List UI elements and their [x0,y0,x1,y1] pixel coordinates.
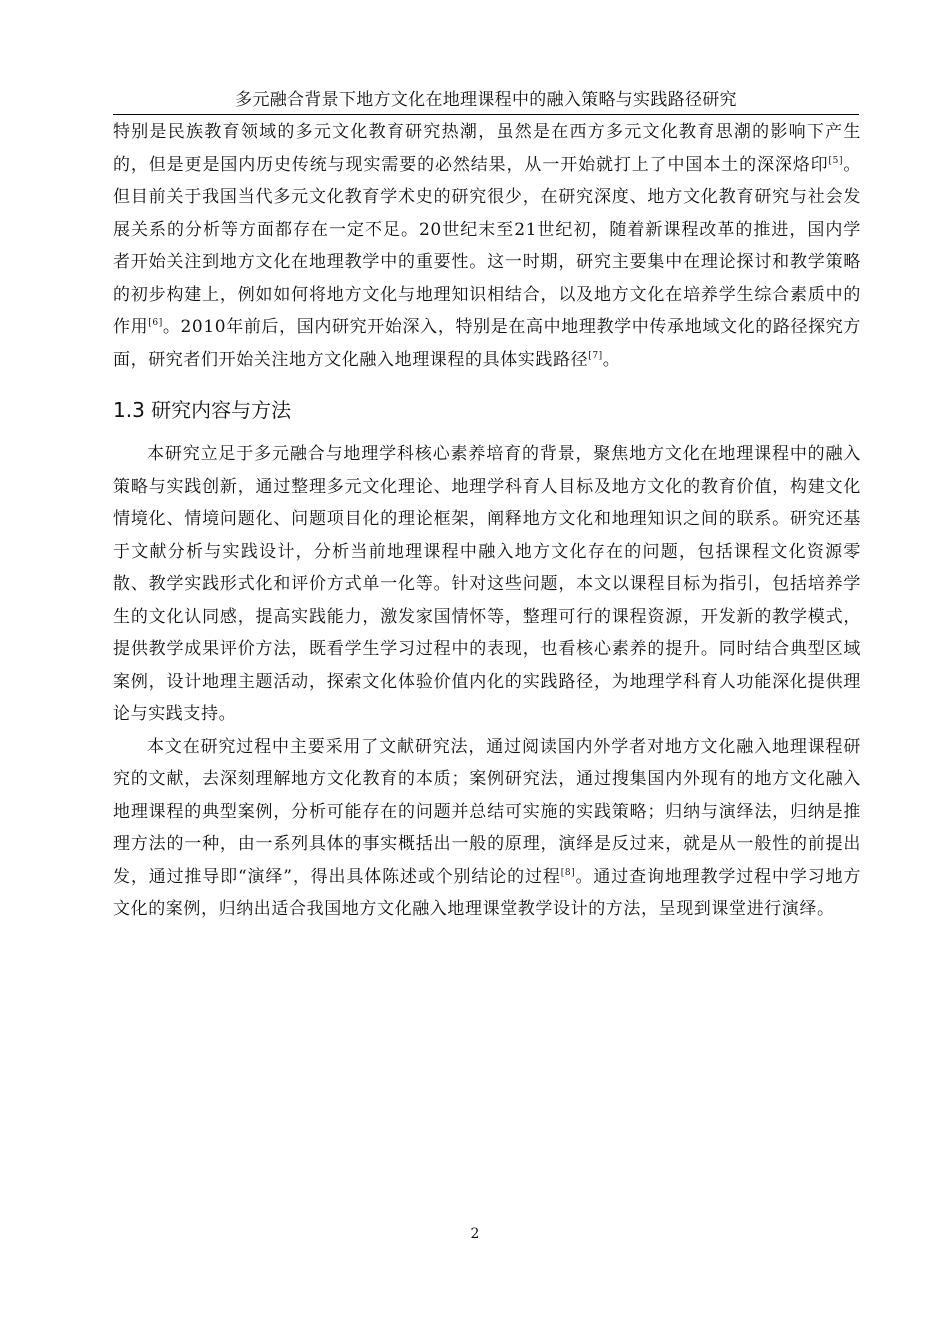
citation-6: [6] [148,318,163,328]
section-heading: 1.3 研究内容与方法 [113,398,292,422]
running-header-title: 多元融合背景下地方文化在地理课程中的融入策略与实践路径研究 [235,90,737,110]
citation-8: [8] [560,867,576,878]
page-number: 2 [470,1226,480,1242]
page-body [113,116,861,926]
citation-5: [5] [828,155,844,166]
paragraph-intro: 特别是民族教育领域的多元文化教育研究热潮，虽然是在西方多元文化教育思潮的影响下产生的，但是更是国内历史传统与现实需要的必然结果，从一开始就打上了中国本土的深深烙印[5]。但目前关于我国当代多元文化教育学术史的研究很少，在研究深度、地方文化教育研究与社会发展关系的分析等方面都存在一定不足。20世纪末至21世纪初，随着新课程改革的推进，国内学者开始关注到地方文化在地理教学中的重要性。这一时期，研究主要集中在理论探讨和教学策略的初步构建上，例如如何将地方文化与地理知识相结合，以及地方文化在培养学生综合素质中的作用[6]。2010年前后，国内研究开始深入，特别是在高中地理教学中传承地域文化的路径探究方面，研究者们开始关注地方文化融入地理课程的具体实践路径[7]。 [113,122,861,370]
paragraph-research-methods: 本文在研究过程中主要采用了文献研究法，通过阅读国内外学者对地方文化融入地理课程研究的文献，去深刻理解地方文化教育的本质；案例研究法，通过搜集国内外现有的地方文化融入地理课程的典型案例，分析可能存在的问题并总结可实施的实践策略；归纳与演绎法，归纳是推理方法的一种，由一系列具体的事实概括出一般的原理，演绎是反过来，就是从一般性的前提出发，通过推导即“演绎”，得出具体陈述或个别结论的过程[8]。通过查询地理教学过程中学习地方文化的案例，归纳出适合我国地方文化融入地理课堂教学设计的方法，呈现到课堂进行演绎。 [113,736,861,919]
paragraph-research-content: 本研究立足于多元融合与地理学科核心素养培育的背景，聚焦地方文化在地理课程中的融入策略与实践创新，通过整理多元文化理论、地理学科育人目标及地方文化的教育价值，构建文化情境化、情境问题化、问题项目化的理论框架，阐释地方文化和地理知识之间的联系。研究还基于文献分析与实践设计，分析当前地理课程中融入地方文化存在的问题，包括课程文化资源零散、教学实践形式化和评价方式单一化等。针对这些问题，本文以课程目标为指引，包括培养学生的文化认同感，提高实践能力，激发家国情怀等，整理可行的课程资源，开发新的教学模式，提供教学成果评价方法，既看学生学习过程中的表现，也看核心素养的提升。同时结合典型区域案例，设计地理主题活动，探索文化体验价值内化的实践路径，为地理学科育人功能深化提供理论与实践支持。 [113,444,861,724]
running-header [113,88,859,115]
citation-7: [7] [588,350,603,361]
